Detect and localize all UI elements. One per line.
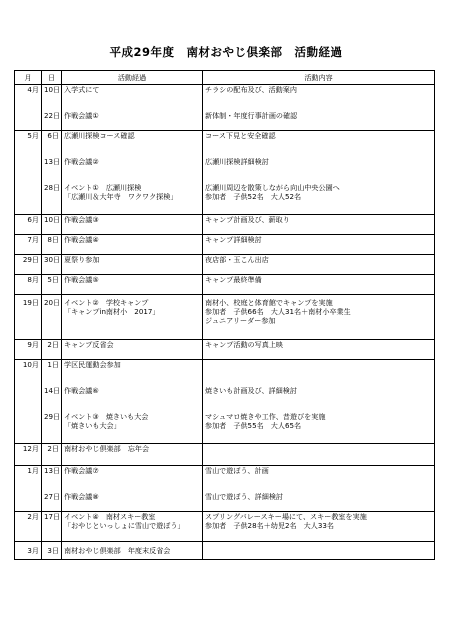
cell-activity [62, 380, 203, 406]
cell-details [203, 295, 435, 340]
cell-details [203, 340, 435, 360]
day-text: 14日 [44, 385, 61, 395]
cell-activity [62, 131, 203, 151]
detail-line: キャンプ計画及び、薪取り [205, 215, 290, 224]
activity-line: 作戦会議⑤ [64, 275, 99, 284]
cell-day [42, 340, 62, 360]
day-text: 27日 [44, 491, 61, 501]
table-row [15, 486, 435, 512]
detail-line: マシュマロ焼きや工作、昔遊びを実施 [205, 411, 326, 421]
day-text: 29日 [44, 411, 61, 421]
detail-line: キャンプ詳細検討 [205, 235, 262, 244]
cell-day [42, 512, 62, 542]
cell-day [42, 177, 62, 215]
month-text: 29日 [22, 255, 39, 264]
cell-activity [62, 295, 203, 340]
cell-day [42, 444, 62, 466]
activity-line: イベント② 学校キャンプ [64, 298, 149, 307]
detail-line: 夜店部・玉こん出店 [205, 255, 269, 264]
cell-details [203, 466, 435, 486]
activity-line: 作戦会議⑧ [64, 491, 99, 501]
activity-line: 「焼きいも大会」 [64, 420, 121, 430]
cell-activity [62, 255, 203, 275]
day-text: 22日 [44, 110, 61, 120]
activity-line: 作戦会議⑥ [64, 385, 99, 395]
cell-details [203, 444, 435, 466]
month-text: 4月 [27, 85, 39, 94]
table-row [15, 406, 435, 444]
detail-line: 広瀬川探検詳細検討 [205, 156, 269, 166]
cell-activity [62, 466, 203, 486]
cell-month [15, 486, 42, 512]
month-text: 1月 [27, 466, 39, 475]
cell-details [203, 131, 435, 151]
day-text: 1日 [47, 360, 59, 369]
month-text: 12月 [22, 444, 39, 453]
month-text: 10月 [22, 360, 39, 369]
day-text: 5日 [47, 275, 59, 284]
cell-month [15, 542, 42, 560]
cell-details [203, 512, 435, 542]
cell-month [15, 360, 42, 380]
detail-line: 南材小、校庭と体育館でキャンプを実施 [205, 298, 333, 307]
table-row [15, 235, 435, 255]
activity-line: 作戦会議⑦ [64, 466, 99, 475]
detail-line: 参加者 子供52名 大人52名 [205, 191, 302, 201]
detail-line: 雪山で遊ぼう、詳細検討 [205, 491, 284, 501]
activity-line: 南材おやじ倶楽部 忘年会 [64, 444, 150, 453]
cell-month [15, 295, 42, 340]
detail-line: 参加者 子供66名 大人31名＋南材小卒業生 [205, 307, 351, 316]
cell-activity [62, 444, 203, 466]
cell-month [15, 235, 42, 255]
activity-line: 作戦会議③ [64, 215, 99, 224]
activity-line: イベント① 広瀬川探検 [64, 182, 142, 192]
day-text: 17日 [44, 512, 61, 521]
detail-line: 参加者 子供55名 大人65名 [205, 420, 302, 430]
activity-line: 南材おやじ倶楽部 年度末反省会 [64, 546, 171, 555]
cell-month [15, 177, 42, 215]
activity-line: 広瀬川探検コース確認 [64, 131, 135, 140]
table-row [15, 340, 435, 360]
detail-line: コース下見と安全確認 [205, 131, 276, 140]
detail-line: 参加者 子供28名＋幼児2名 大人33名 [205, 521, 334, 530]
table-row [15, 360, 435, 380]
cell-details [203, 380, 435, 406]
cell-day [42, 215, 62, 235]
activity-line: 作戦会議④ [64, 235, 99, 244]
table-body [15, 85, 435, 560]
detail-line: キャンプ最終準備 [205, 275, 262, 284]
cell-details [203, 105, 435, 131]
day-text: 28日 [44, 182, 61, 192]
activity-line: 作戦会議① [64, 110, 99, 120]
table-row [15, 177, 435, 215]
cell-month [15, 512, 42, 542]
table-row [15, 275, 435, 295]
table-header-row [15, 71, 435, 85]
cell-details [203, 486, 435, 512]
day-text: 13日 [44, 466, 61, 475]
cell-month [15, 406, 42, 444]
cell-details [203, 177, 435, 215]
cell-activity [62, 340, 203, 360]
day-text: 3日 [47, 546, 59, 555]
cell-day [42, 295, 62, 340]
cell-month [15, 380, 42, 406]
day-text: 20日 [44, 298, 61, 307]
table-row [15, 380, 435, 406]
cell-activity [62, 235, 203, 255]
table-row [15, 215, 435, 235]
activity-line: 「おやじといっしょに雪山で遊ぼう」 [64, 521, 185, 530]
cell-day [42, 466, 62, 486]
detail-line: 新体制・年度行事計画の確認 [205, 110, 298, 120]
cell-activity [62, 85, 203, 105]
table-row [15, 444, 435, 466]
cell-month [15, 85, 42, 105]
cell-month [15, 444, 42, 466]
activity-line: 学区民運動会参加 [64, 360, 121, 369]
cell-activity [62, 151, 203, 177]
table-row [15, 542, 435, 560]
month-text: 3月 [27, 546, 39, 555]
cell-day [42, 275, 62, 295]
month-text: 6月 [27, 215, 39, 224]
month-text: 5月 [27, 131, 39, 140]
month-text: 2月 [27, 512, 39, 521]
detail-line: 広瀬川周辺を散策しながら向山中央公園へ [205, 182, 340, 192]
table-row [15, 131, 435, 151]
cell-month [15, 131, 42, 151]
table-row [15, 512, 435, 542]
cell-month [15, 151, 42, 177]
cell-month [15, 466, 42, 486]
cell-month [15, 215, 42, 235]
day-text: 8日 [47, 235, 59, 244]
cell-day [42, 151, 62, 177]
day-text: 6日 [47, 131, 59, 140]
activity-line: イベント③ 焼きいも大会 [64, 411, 149, 421]
activity-line: 入学式にて [64, 85, 100, 94]
header-month: 月 [15, 71, 42, 85]
month-text: 9月 [27, 340, 39, 349]
activity-log-table [14, 70, 435, 560]
day-text: 2日 [47, 340, 59, 349]
day-text: 13日 [44, 156, 61, 166]
activity-line: 夏祭り参加 [64, 255, 100, 264]
cell-activity [62, 406, 203, 444]
cell-activity [62, 275, 203, 295]
cell-activity [62, 215, 203, 235]
detail-line: チラシの配布及び、活動案内 [205, 85, 297, 94]
cell-day [42, 406, 62, 444]
cell-details [203, 406, 435, 444]
table-row [15, 105, 435, 131]
detail-line: キャンプ活動の写真上映 [205, 340, 284, 349]
day-text: 2日 [47, 444, 59, 453]
cell-details [203, 275, 435, 295]
cell-details [203, 235, 435, 255]
month-text: 7月 [27, 235, 39, 244]
table-row [15, 255, 435, 275]
cell-day [42, 360, 62, 380]
cell-day [42, 380, 62, 406]
activity-line: 「キャンプin南材小 2017」 [64, 307, 160, 316]
cell-month [15, 255, 42, 275]
cell-details [203, 255, 435, 275]
day-text: 10日 [44, 215, 61, 224]
cell-day [42, 542, 62, 560]
cell-activity [62, 512, 203, 542]
header-details: 活動内容 [203, 71, 435, 85]
header-day: 日 [42, 71, 62, 85]
month-text: 8月 [27, 275, 39, 284]
cell-month [15, 340, 42, 360]
cell-activity [62, 486, 203, 512]
cell-month [15, 105, 42, 131]
header-activity: 活動経過 [62, 71, 203, 85]
page-title: 平成29年度 南材おやじ倶楽部 活動経過 [109, 45, 343, 59]
cell-day [42, 131, 62, 151]
detail-line: 雪山で遊ぼう、計画 [205, 466, 269, 475]
cell-day [42, 486, 62, 512]
activity-line: 作戦会議② [64, 156, 99, 166]
detail-line: ジュニアリーダー参加 [205, 316, 276, 325]
table-row [15, 85, 435, 105]
cell-day [42, 255, 62, 275]
cell-day [42, 85, 62, 105]
cell-details [203, 85, 435, 105]
table-row [15, 151, 435, 177]
cell-details [203, 542, 435, 560]
day-text: 10日 [44, 85, 61, 94]
detail-line: 焼きいも計画及び、詳細検討 [205, 385, 297, 395]
cell-activity [62, 542, 203, 560]
activity-line: イベント④ 南材スキー教室 [64, 512, 156, 521]
cell-details [203, 360, 435, 380]
table-row [15, 295, 435, 340]
cell-month [15, 275, 42, 295]
table-row [15, 466, 435, 486]
day-text: 30日 [44, 255, 61, 264]
cell-activity [62, 360, 203, 380]
cell-activity [62, 105, 203, 131]
cell-day [42, 235, 62, 255]
cell-details [203, 151, 435, 177]
activity-line: 「広瀬川＆大年寺 ワクワク探検」 [64, 191, 178, 201]
detail-line: スプリングバレースキー場にて、スキー教室を実施 [205, 512, 367, 521]
cell-details [203, 215, 435, 235]
month-text: 19日 [22, 298, 39, 307]
cell-day [42, 105, 62, 131]
cell-activity [62, 177, 203, 215]
activity-line: キャンプ反省会 [64, 340, 114, 349]
